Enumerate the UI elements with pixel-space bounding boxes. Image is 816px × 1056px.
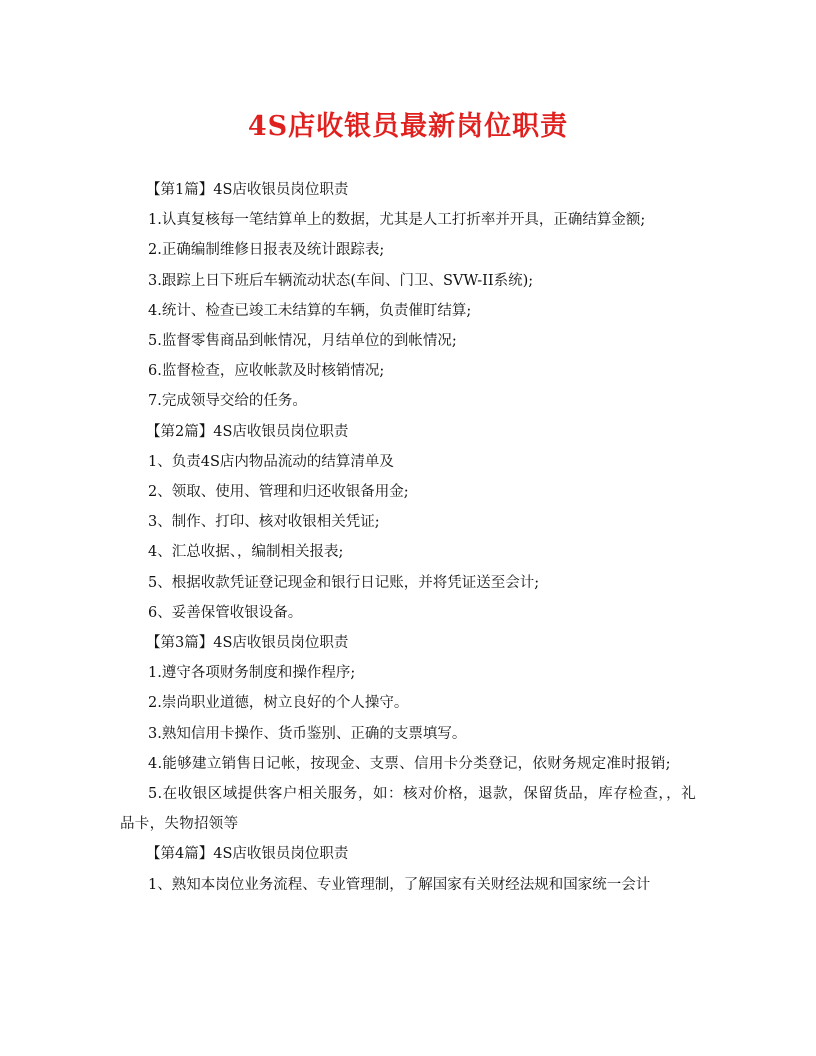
list-item: 1.认真复核每一笔结算单上的数据，尤其是人工打折率并开具，正确结算金额; [148,212,646,229]
list-item: 6、妥善保管收银设备。 [148,604,303,621]
section-heading: 【第3篇】4S店收银员岗位职责 [146,635,349,652]
list-item: 2.崇尚职业道德，树立良好的个人操守。 [148,695,409,712]
list-item: 4、汇总收据、，编制相关报表; [148,544,344,561]
list-item: 3.熟知信用卡操作、货币鉴别、正确的支票填写。 [148,725,467,742]
list-item: 3.跟踪上日下班后车辆流动状态(车间、门卫、SVW-II系统); [148,272,534,289]
list-item: 1、熟知本岗位业务流程、专业管理制，了解国家有关财经法规和国家统一会计 [148,876,651,893]
section-heading: 【第1篇】4S店收银员岗位职责 [146,182,349,198]
list-item: 5、根据收款凭证登记现金和银行日记账，并将凭证送至会计; [148,574,540,591]
list-item: 4.能够建立销售日记帐，按现金、支票、信用卡分类登记，依财务规定准时报销; [148,755,671,772]
list-item: 6.监督检查，应收帐款及时核销情况; [148,363,385,380]
list-item: 5.在收银区域提供客户相关服务，如：核对价格，退款，保留货品，库存检查，，礼品卡，失物招领等 [120,786,696,833]
list-item: 1.遵守各项财务制度和操作程序; [148,665,356,682]
list-item: 4.统计、检查已竣工未结算的车辆，负责催盯结算; [148,302,472,319]
document-body [120,175,696,900]
list-item: 2.正确编制维修日报表及统计跟踪表; [148,242,385,259]
list-item: 1、负责4S店内物品流动的结算清单及 [148,453,394,470]
list-item: 2、领取、使用、管理和归还收银备用金; [148,484,409,501]
document-title: 4S店收银员最新岗位职责 [247,111,569,142]
list-item: 3、制作、打印、核对收银相关凭证; [148,514,380,531]
list-item: 7.完成领导交给的任务。 [148,393,307,410]
section-heading: 【第2篇】4S店收银员岗位职责 [146,423,349,440]
list-item: 5.监督零售商品到帐情况，月结单位的到帐情况; [148,333,457,350]
section-heading: 【第4篇】4S店收银员岗位职责 [146,846,349,863]
